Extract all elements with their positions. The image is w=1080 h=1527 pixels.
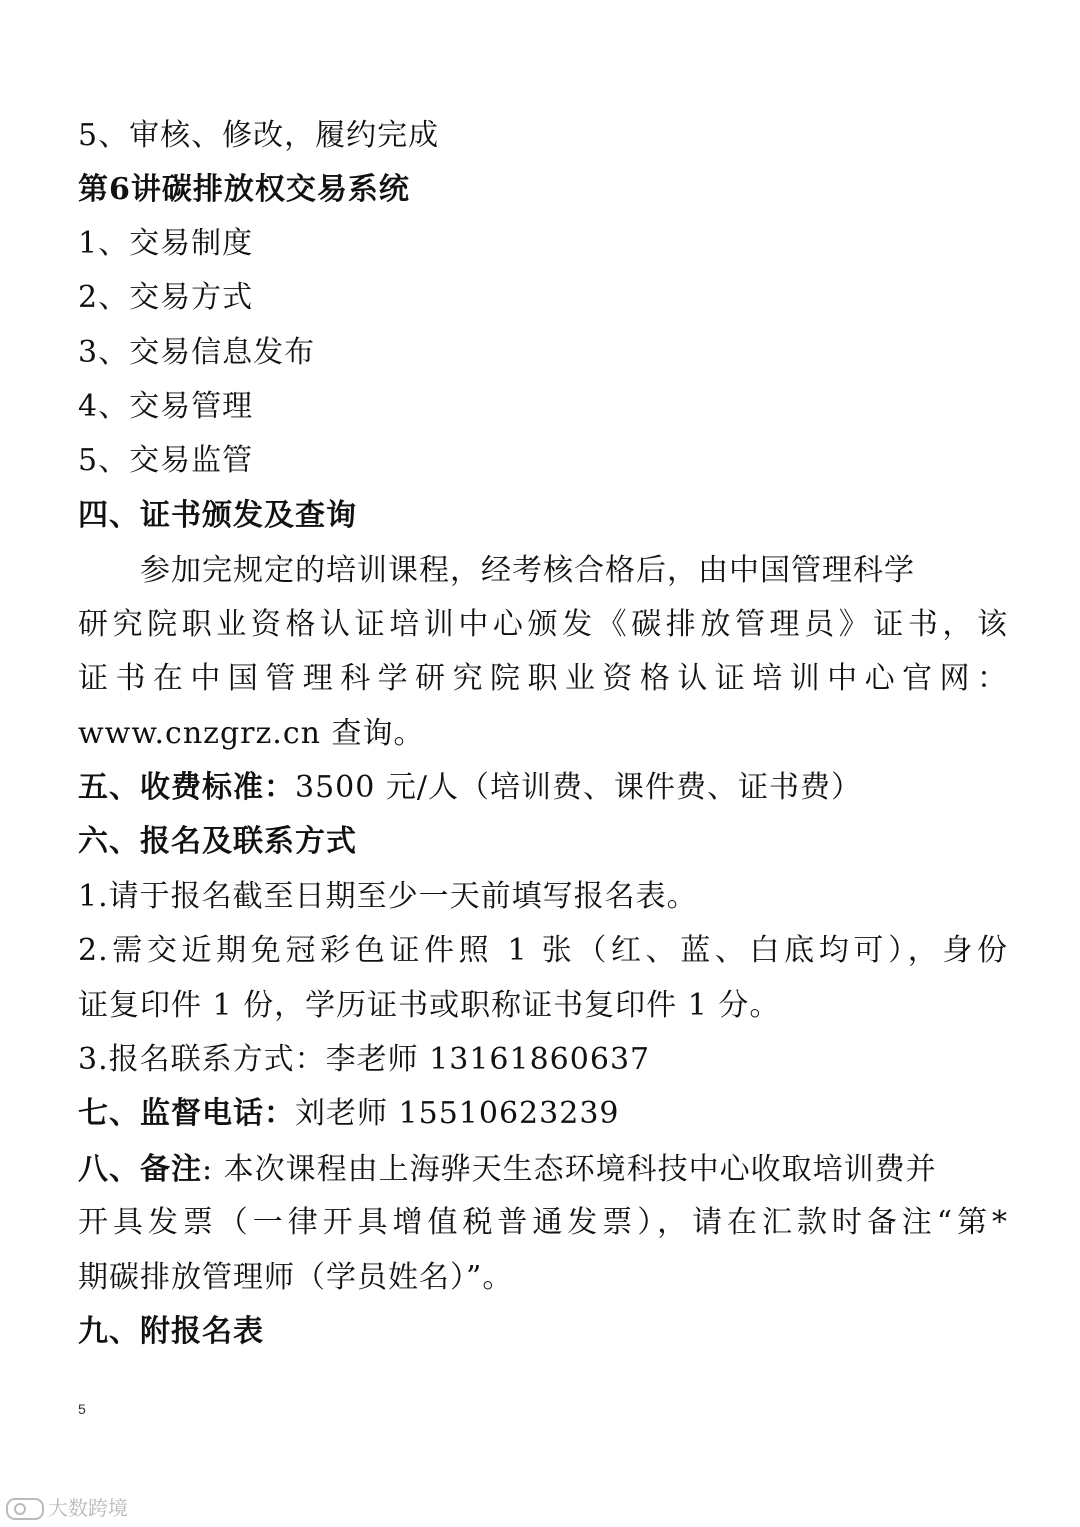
watermark-logo-icon	[6, 1498, 44, 1520]
list-item: 5、审核、修改，履约完成	[78, 118, 440, 153]
paragraph-line: 1.请于报名截至日期至少一天前填写报名表。	[78, 879, 698, 914]
watermark	[6, 1497, 128, 1521]
paragraph-line: 2.需交近期免冠彩色证件照 1 张（红、蓝、白底均可），身份	[78, 933, 1008, 968]
paragraph-line: 证复印件 1 份，学历证书或职称证书复印件 1 分。	[78, 988, 781, 1023]
list-item: 1、交易制度	[78, 226, 254, 261]
section-heading: 六、报名及联系方式	[78, 824, 357, 859]
page-number: 5	[78, 1401, 86, 1417]
fee-text: 3500 元/人（培训费、课件费、证书费）	[295, 770, 862, 805]
paragraph-line: www.cnzgrz.cn 查询。	[78, 716, 425, 751]
section-heading: 四、证书颁发及查询	[78, 498, 357, 533]
paragraph-line: 证书在中国管理科学研究院职业资格认证培训中心官网：	[78, 661, 1008, 696]
section-heading: 九、附报名表	[78, 1314, 264, 1349]
paragraph-line: 参加完规定的培训课程，经考核合格后，由中国管理科学	[140, 553, 915, 588]
list-item: 4、交易管理	[78, 389, 254, 424]
remarks-text: : 本次课程由上海骅天生态环境科技中心收取培训费并	[202, 1152, 937, 1187]
paragraph-line: 期碳排放管理师（学员姓名）”。	[78, 1260, 514, 1295]
hotline-text: 刘老师 15510623239	[295, 1096, 620, 1131]
hotline-line	[78, 1094, 1008, 1134]
watermark-text: 大数跨境	[48, 1498, 128, 1520]
paragraph-line: 研究院职业资格认证培训中心颁发《碳排放管理员》证书，该	[78, 607, 1008, 642]
paragraph-line: 3.报名联系方式：李老师 13161860637	[78, 1042, 651, 1077]
section-heading: 五、收费标准：	[78, 770, 295, 805]
remarks-line	[78, 1150, 1008, 1190]
section-heading: 第6讲碳排放权交易系统	[78, 172, 410, 207]
paragraph-line: 开具发票（一律开具增值税普通发票），请在汇款时备注“第*	[78, 1205, 1008, 1240]
list-item: 3、交易信息发布	[78, 335, 316, 370]
section-heading: 八、备注	[78, 1152, 202, 1187]
fee-line	[78, 768, 1008, 808]
section-heading: 七、监督电话：	[78, 1096, 295, 1131]
list-item: 2、交易方式	[78, 280, 254, 315]
list-item: 5、交易监管	[78, 443, 254, 478]
